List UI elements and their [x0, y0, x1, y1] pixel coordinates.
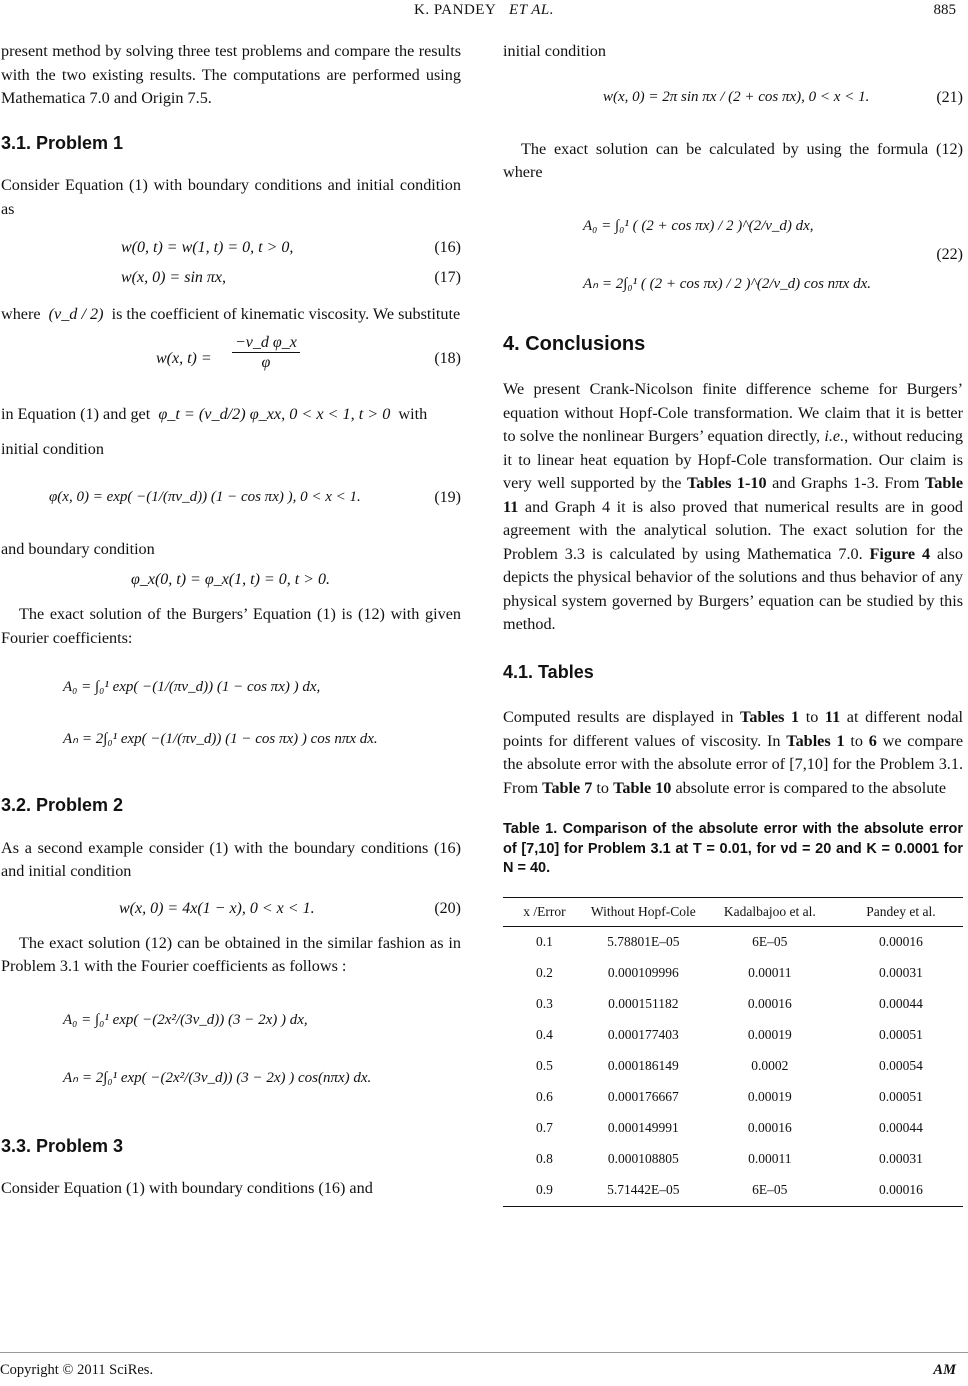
page-number: 885 — [933, 2, 956, 18]
table-row — [503, 1144, 963, 1175]
table-cell: 0.00019 — [747, 1089, 792, 1105]
paragraph-exact-solution: The exact solution of the Burgers’ Equation (1) is (12) with given Fourier coefficients: — [1, 605, 461, 647]
table-cell: 0.000149991 — [607, 1120, 679, 1136]
heading-problem-3: 3.3. Problem 3 — [1, 1135, 124, 1156]
table-cell: 0.4 — [535, 1027, 553, 1043]
table-cell: 0.00011 — [748, 1151, 792, 1167]
journal-abbrev: AM — [933, 1362, 956, 1378]
table-cell: 6E–05 — [701, 1175, 839, 1207]
table-row — [503, 1175, 963, 1207]
table-row — [503, 989, 963, 1020]
table-cell: 0.000151182 — [608, 996, 679, 1012]
equation-17: w(x, 0) = sin πx, (17) — [121, 269, 461, 286]
paragraph-exact-2: The exact solution (12) can be obtained in the similar fashion as in Problem 3.1 with the Fourier coefficients as follows : — [1, 933, 461, 975]
table-cell: 0.00044 — [878, 996, 923, 1012]
equation-22: A₀ = ∫₀¹ ( (2 + cos πx) / 2 )^(2/ν_d) dx, Aₙ = 2∫₀¹ ( (2 + cos πx) / 2 )^(2/ν_d) cos nπx dx. (22) — [503, 193, 963, 311]
table-row — [503, 1020, 963, 1051]
table-header-kadalbajoo: Kadalbajoo et al. — [701, 897, 839, 926]
table-row — [503, 926, 963, 958]
equation-21: w(x, 0) = 2π sin πx / (2 + cos πx), 0 < x < 1. (21) — [603, 88, 963, 106]
table-cell: 0.000176667 — [607, 1089, 679, 1105]
equation-An: Aₙ = 2∫₀¹ exp( −(1/(πν_d)) (1 − cos πx) ) cos nπx dx. — [63, 731, 378, 747]
paragraph-boundary: and boundary condition — [1, 539, 155, 558]
paragraph-consider: Consider Equation (1) with boundary conditions and initial condition as — [1, 176, 461, 218]
copyright-notice: Copyright © 2011 SciRes. — [0, 1362, 154, 1378]
table-cell: 5.78801E–05 — [607, 934, 680, 950]
paragraph-get: in Equation (1) and get φ_t = (ν_d/2) φ_xx, 0 < x < 1, t > 0 with — [1, 404, 428, 423]
paragraph-initial: initial condition — [1, 440, 104, 458]
results-table — [503, 897, 963, 1207]
table-cell: 0.6 — [535, 1089, 553, 1105]
table-cell: 0.00019 — [747, 1027, 792, 1043]
table-header-without-hopf-cole: Without Hopf-Cole — [586, 897, 701, 926]
table-header-pandey: Pandey et al. — [839, 897, 963, 926]
table-row — [503, 1082, 963, 1113]
page-header — [0, 0, 968, 24]
right-column — [503, 40, 963, 1207]
equation-22b: Aₙ = 2∫₀¹ ( (2 + cos πx) / 2 )^(2/ν_d) cos nπx dx. — [583, 275, 871, 292]
heading-tables: 4.1. Tables — [503, 661, 594, 682]
table-caption: Table 1. Comparison of the absolute error with the absolute error of [7,10] for Problem 3.1 at T = 0.01, for νd = 20 and K = 0.0001 for N = 40. — [503, 821, 963, 876]
table-header-x: x /Error — [503, 897, 586, 926]
paragraph-intro: present method by solving three test problems and compare the results with the two existing results. The computations are performed using Mathematica 7.0 and Origin 7.5. — [1, 42, 461, 107]
table-cell: 0.00031 — [878, 965, 923, 981]
table-row — [503, 958, 963, 989]
table-cell: 0.00051 — [878, 1027, 923, 1043]
table-cell: 0.00051 — [878, 1089, 923, 1105]
table-cell: 0.00016 — [747, 996, 792, 1012]
table-header-row — [503, 897, 963, 926]
table-row — [503, 1113, 963, 1144]
table-cell: 0.00044 — [878, 1120, 923, 1136]
table-cell: 0.2 — [535, 965, 553, 981]
paragraph-where: where (ν_d / 2) is the coefficient of kinematic viscosity. We substitute — [1, 305, 461, 323]
equation-19: φ(x, 0) = exp( −(1/(πν_d)) (1 − cos πx) ), 0 < x < 1. (19) — [49, 488, 461, 506]
equation-B0: A₀ = ∫₀¹ exp( −(2x²/(3ν_d)) (3 − 2x) ) dx, — [63, 1011, 308, 1028]
table-cell: 0.9 — [503, 1175, 586, 1207]
equation-A0: A₀ = ∫₀¹ exp( −(1/(πν_d)) (1 − cos πx) ) dx, — [63, 679, 321, 695]
paragraph-second-example: As a second example consider (1) with the boundary conditions (16) and initial condition — [1, 838, 461, 880]
equation-20: w(x, 0) = 4x(1 − x), 0 < x < 1. (20) — [119, 899, 461, 917]
table-cell: 0.00016 — [747, 1120, 792, 1136]
table-cell: 0.00054 — [878, 1058, 923, 1074]
table-cell: 0.0002 — [751, 1058, 789, 1074]
table-cell: 0.5 — [535, 1058, 553, 1074]
heading-problem-2: 3.2. Problem 2 — [1, 795, 124, 815]
table-cell: 0.7 — [535, 1120, 553, 1136]
table-cell: 0.000109996 — [607, 965, 679, 981]
table-cell: 0.00031 — [878, 1151, 923, 1167]
paragraph-exact-formula: The exact solution can be calculated by using the formula (12) where — [503, 139, 963, 181]
paragraph-problem-3: Consider Equation (1) with boundary conditions (16) and — [1, 1179, 373, 1197]
heading-problem-1: 3.1. Problem 1 — [1, 132, 124, 153]
running-head: K. PANDEY ET AL. — [413, 2, 554, 18]
table-cell: 6E–05 — [752, 934, 788, 950]
equation-16: w(0, t) = w(1, t) = 0, t > 0, (16) — [121, 239, 461, 256]
table-cell: 0.000108805 — [607, 1151, 679, 1167]
table-cell: 0.000186149 — [607, 1058, 679, 1074]
table-row — [503, 1051, 963, 1082]
table-cell: 0.3 — [535, 996, 553, 1012]
table-cell: 0.00011 — [748, 965, 792, 981]
paragraph-tables: Computed results are displayed in Tables 1 to 11 at different nodal points for different values of viscosity. In Tables 1 to 6 we compare the absolute error with the absolute error of [7,10] for the Problem 3.1. From Table 7 to Table 10 absolute error is compared to the absolute — [503, 708, 964, 797]
table-cell: 0.000177403 — [607, 1027, 679, 1043]
left-column — [1, 40, 461, 1201]
paragraph-conclusions: We present Crank-Nicolson finite difference scheme for Burgers’ equation without Hopf-Cole transformation. We claim that it is better to solve the nonlinear Burgers’ equation directly, i.e., without reducing it to linear heat equation by Hopf-Cole transformation. Our claim is very well supported by the Tables 1-10 and Graphs 1-3. From Table 11 and Graph 4 it is also proved that numerical results are in good agreement with the analytical solution. The exact solution for the Problem 3.3 is calculated by using Mathematica 7.0. Figure 4 also depicts the physical behavior of the solutions and thus behavior of any physical system governed by Burgers’ equation can be studied by this method. — [503, 380, 964, 633]
footer-rule — [0, 1352, 968, 1353]
equation-boundary: φ_x(0, t) = φ_x(1, t) = 0, t > 0. — [131, 571, 330, 588]
table-cell: 0.00016 — [839, 1175, 963, 1207]
table-cell: 0.00016 — [878, 934, 923, 950]
equation-22a: A₀ = ∫₀¹ ( (2 + cos πx) / 2 )^(2/ν_d) dx, — [583, 217, 814, 234]
table-cell: 0.1 — [535, 934, 553, 950]
equation-Bn: Aₙ = 2∫₀¹ exp( −(2x²/(3ν_d)) (3 − 2x) ) cos(nπx) dx. — [63, 1069, 372, 1086]
table-cell: 0.8 — [535, 1151, 553, 1167]
equation-18: w(x, t) = $\frac{\text{−ν\_d φ\_x}}{\varphi}$ (18) — [156, 333, 461, 371]
heading-conclusions: 4. Conclusions — [503, 332, 646, 355]
table-cell: 5.71442E–05 — [586, 1175, 701, 1207]
paragraph-initial-condition: initial condition — [503, 42, 606, 60]
